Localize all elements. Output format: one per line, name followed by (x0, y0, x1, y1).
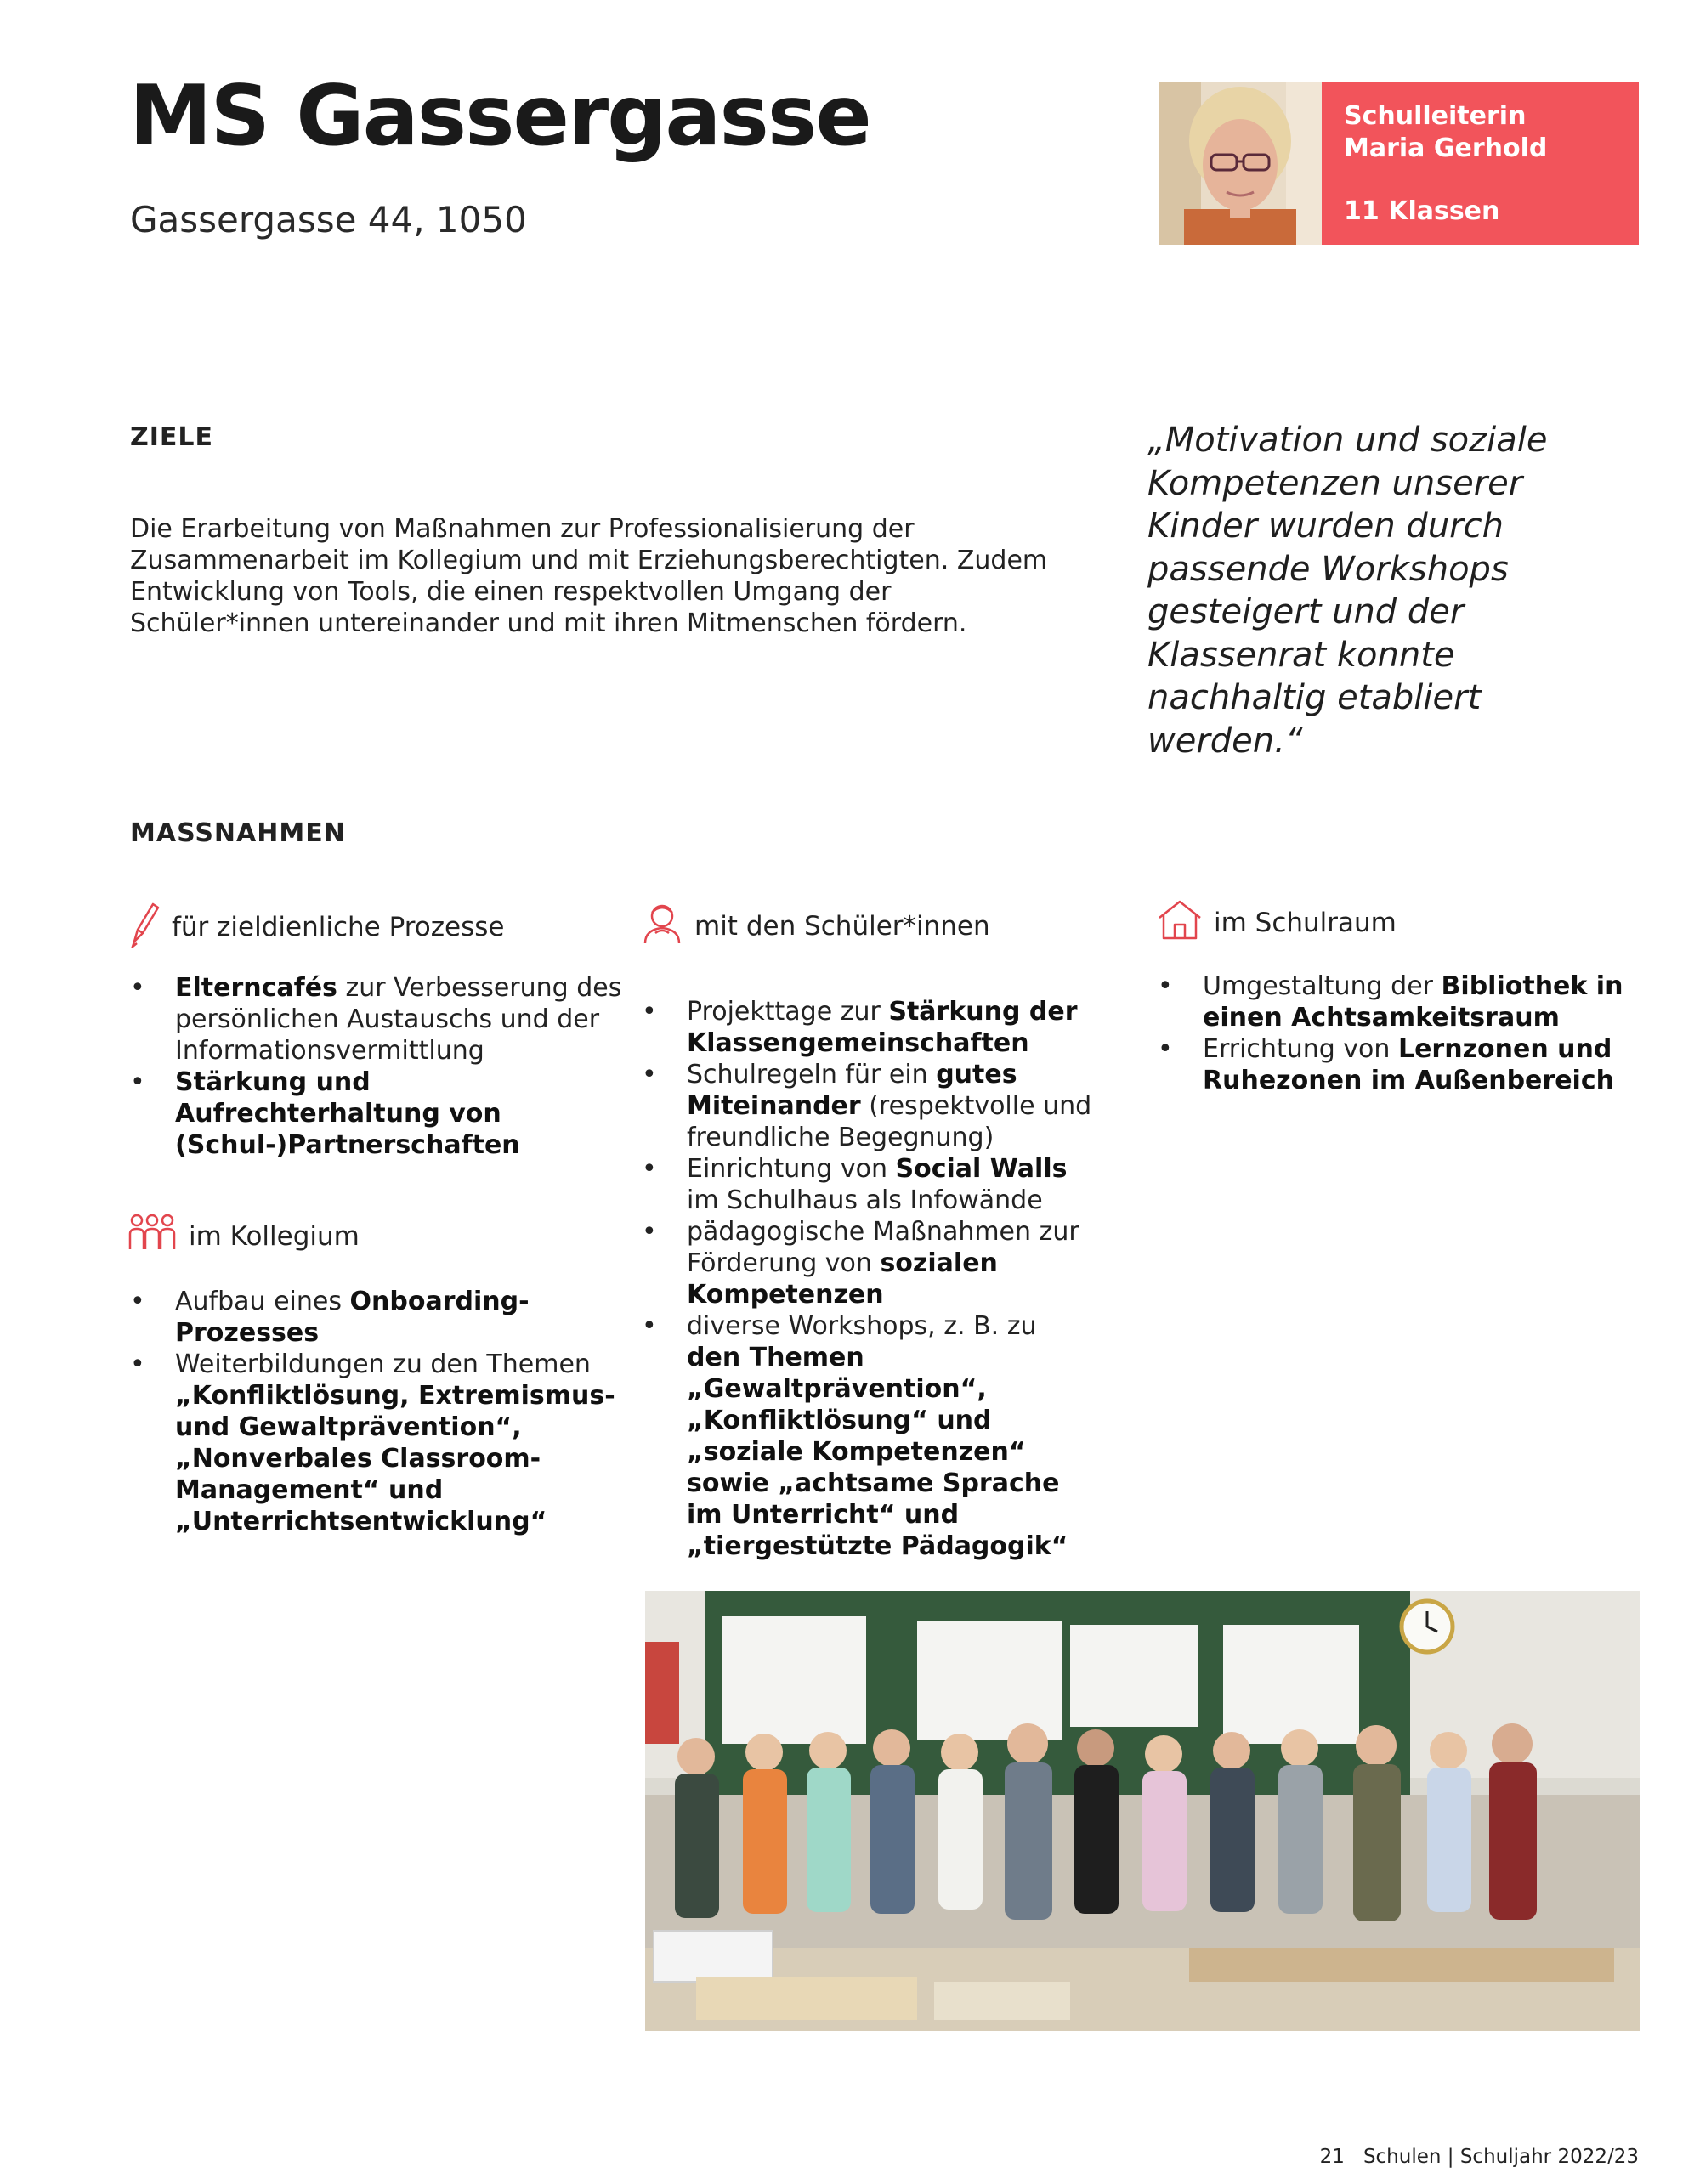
list-item: • diverse Workshops, z. B. zu den Themen „Gewaltprävention“, „Konfliktlösung“ und „soziale Kompetenzen“ sowie „achtsame Sprache im Unterricht“ und „tiergestützte Pädagogik“ (642, 1310, 1092, 1562)
student-icon (642, 901, 683, 952)
schueler-heading (642, 901, 990, 952)
ziele-heading: ZIELE (130, 422, 214, 452)
principal-role: Schulleiterin (1344, 101, 1527, 131)
list-item: • Stärkung und Aufrechterhaltung von (Schul-)Partnerschaften (130, 1067, 632, 1161)
principal-name: Maria Gerhold (1344, 133, 1548, 163)
principal-portrait (1159, 82, 1322, 245)
schulraum-list (1158, 970, 1642, 1096)
page-title: MS Gassergasse (129, 68, 870, 165)
kollegium-heading (128, 1214, 360, 1259)
list-item: • Elterncafés zur Verbesserung des persönlichen Austauschs und der Informationsvermittlung (130, 972, 632, 1067)
kollegium-title: im Kollegium (189, 1221, 360, 1252)
schueler-list (642, 996, 1092, 1562)
schulraum-heading (1158, 899, 1397, 947)
staff-group-photo (645, 1591, 1640, 2031)
pencil-icon (128, 899, 160, 955)
principal-quote: „Motivation und soziale Kompetenzen unserer Kinder wurden durch passende Workshops gesteigert und der Klassenrat konnte nachhaltig etabliert werden.“ (1148, 421, 1548, 761)
footer-text: Schulen | Schuljahr 2022/23 (1363, 2146, 1639, 2168)
massnahmen-heading: MASSNAHMEN (130, 818, 346, 848)
schulraum-title: im Schulraum (1214, 908, 1397, 938)
list-item: • Weiterbildungen zu den Themen „Konfliktlösung, Extremismus- und Gewaltprävention“, „Nonverbales Classroom-Management“ und „Unterrichtsentwicklung“ (130, 1349, 640, 1537)
page-number: 21 (1319, 2146, 1345, 2168)
kollegium-list (130, 1286, 640, 1537)
prozesse-list (130, 972, 632, 1161)
page-footer (1320, 2146, 1639, 2168)
principal-details (1322, 82, 1639, 245)
list-item: • Projekttage zur Stärkung der Klassengemeinschaften (642, 996, 1092, 1059)
prozesse-heading (128, 899, 504, 955)
group-icon (128, 1214, 177, 1259)
schueler-title: mit den Schüler*innen (694, 911, 990, 942)
ziele-text: Die Erarbeitung von Maßnahmen zur Professionalisierung der Zusammenarbeit im Kollegium und mit Erziehungsberechtigten. Zudem Entwicklung von Tools, die einen respektvollen Umgang der Schüler*innen untereinander und mit ihren Mitmenschen fördern. (130, 514, 1048, 638)
list-item: • Einrichtung von Social Walls im Schulhaus als Infowände (642, 1153, 1092, 1216)
list-item: • Errichtung von Lernzonen und Ruhezonen im Außenbereich (1158, 1033, 1642, 1096)
list-item: • Umgestaltung der Bibliothek in einen Achtsamkeitsraum (1158, 970, 1642, 1033)
principal-info-box (1159, 82, 1639, 245)
school-address: Gassergasse 44, 1050 (130, 199, 527, 240)
list-item: • pädagogische Maßnahmen zur Förderung von sozialen Kompetenzen (642, 1216, 1092, 1310)
class-count: 11 Klassen (1344, 196, 1500, 226)
list-item: • Schulregeln für ein gutes Miteinander (respektvolle und freundliche Begegnung) (642, 1059, 1092, 1153)
list-item: • Aufbau eines Onboarding-Prozesses (130, 1286, 640, 1349)
house-icon (1158, 899, 1202, 947)
prozesse-title: für zieldienliche Prozesse (172, 912, 505, 942)
